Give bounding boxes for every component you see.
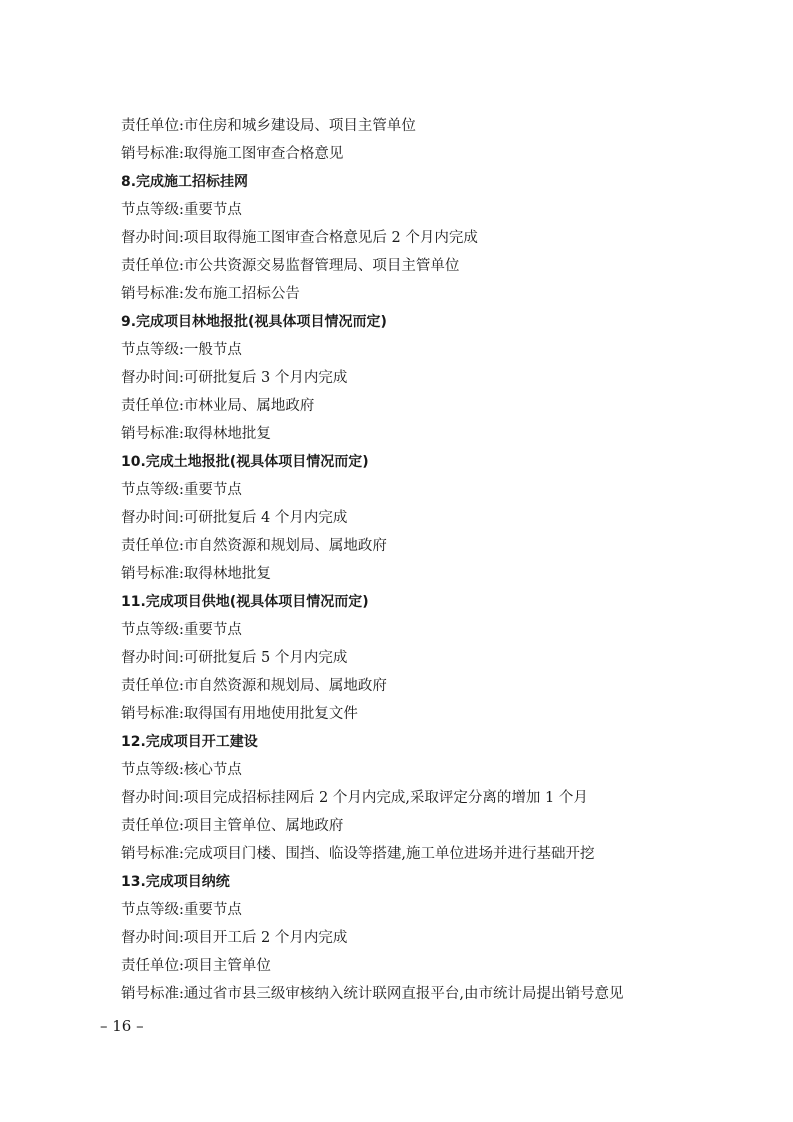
list-item: 节点等级:重要节点 <box>121 622 242 638</box>
list-item: 销号标准:取得施工图审查合格意见 <box>121 146 344 162</box>
list-item: 督办时间:可研批复后 3 个月内完成 <box>121 370 348 386</box>
section-heading: 11.完成项目供地(视具体项目情况而定) <box>121 594 369 610</box>
document-body <box>121 112 681 1008</box>
list-item: 责任单位:市自然资源和规划局、属地政府 <box>121 538 387 554</box>
list-item: 节点等级:重要节点 <box>121 902 242 918</box>
section-heading: 12.完成项目开工建设 <box>121 734 258 750</box>
list-item: 督办时间:可研批复后 4 个月内完成 <box>121 510 348 526</box>
list-item: 销号标准:取得国有用地使用批复文件 <box>121 706 358 722</box>
list-item: 督办时间:项目取得施工图审查合格意见后 2 个月内完成 <box>121 230 478 246</box>
list-item: 督办时间:可研批复后 5 个月内完成 <box>121 650 348 666</box>
list-item: 督办时间:项目完成招标挂网后 2 个月内完成,采取评定分离的增加 1 个月 <box>121 790 588 806</box>
section-heading: 8.完成施工招标挂网 <box>121 174 249 190</box>
section-heading: 13.完成项目纳统 <box>121 874 230 890</box>
list-item: 责任单位:市住房和城乡建设局、项目主管单位 <box>121 118 416 134</box>
page-number: – 16 – <box>100 1017 144 1035</box>
list-item: 节点等级:重要节点 <box>121 482 242 498</box>
list-item: 责任单位:市公共资源交易监督管理局、项目主管单位 <box>121 258 460 274</box>
list-item: 责任单位:项目主管单位 <box>121 958 271 974</box>
list-item: 销号标准:取得林地批复 <box>121 566 271 582</box>
list-item: 责任单位:市自然资源和规划局、属地政府 <box>121 678 387 694</box>
list-item: 节点等级:核心节点 <box>121 762 242 778</box>
section-heading: 10.完成土地报批(视具体项目情况而定) <box>121 454 369 470</box>
section-heading: 9.完成项目林地报批(视具体项目情况而定) <box>121 314 387 330</box>
list-item: 销号标准:发布施工招标公告 <box>121 286 300 302</box>
list-item: 节点等级:重要节点 <box>121 202 242 218</box>
list-item: 销号标准:取得林地批复 <box>121 426 271 442</box>
list-item: 销号标准:通过省市县三级审核纳入统计联网直报平台,由市统计局提出销号意见 <box>121 986 624 1002</box>
list-item: 督办时间:项目开工后 2 个月内完成 <box>121 930 348 946</box>
list-item: 责任单位:市林业局、属地政府 <box>121 398 315 414</box>
list-item: 销号标准:完成项目门楼、围挡、临设等搭建,施工单位进场并进行基础开挖 <box>121 846 595 862</box>
list-item: 节点等级:一般节点 <box>121 342 242 358</box>
list-item: 责任单位:项目主管单位、属地政府 <box>121 818 344 834</box>
